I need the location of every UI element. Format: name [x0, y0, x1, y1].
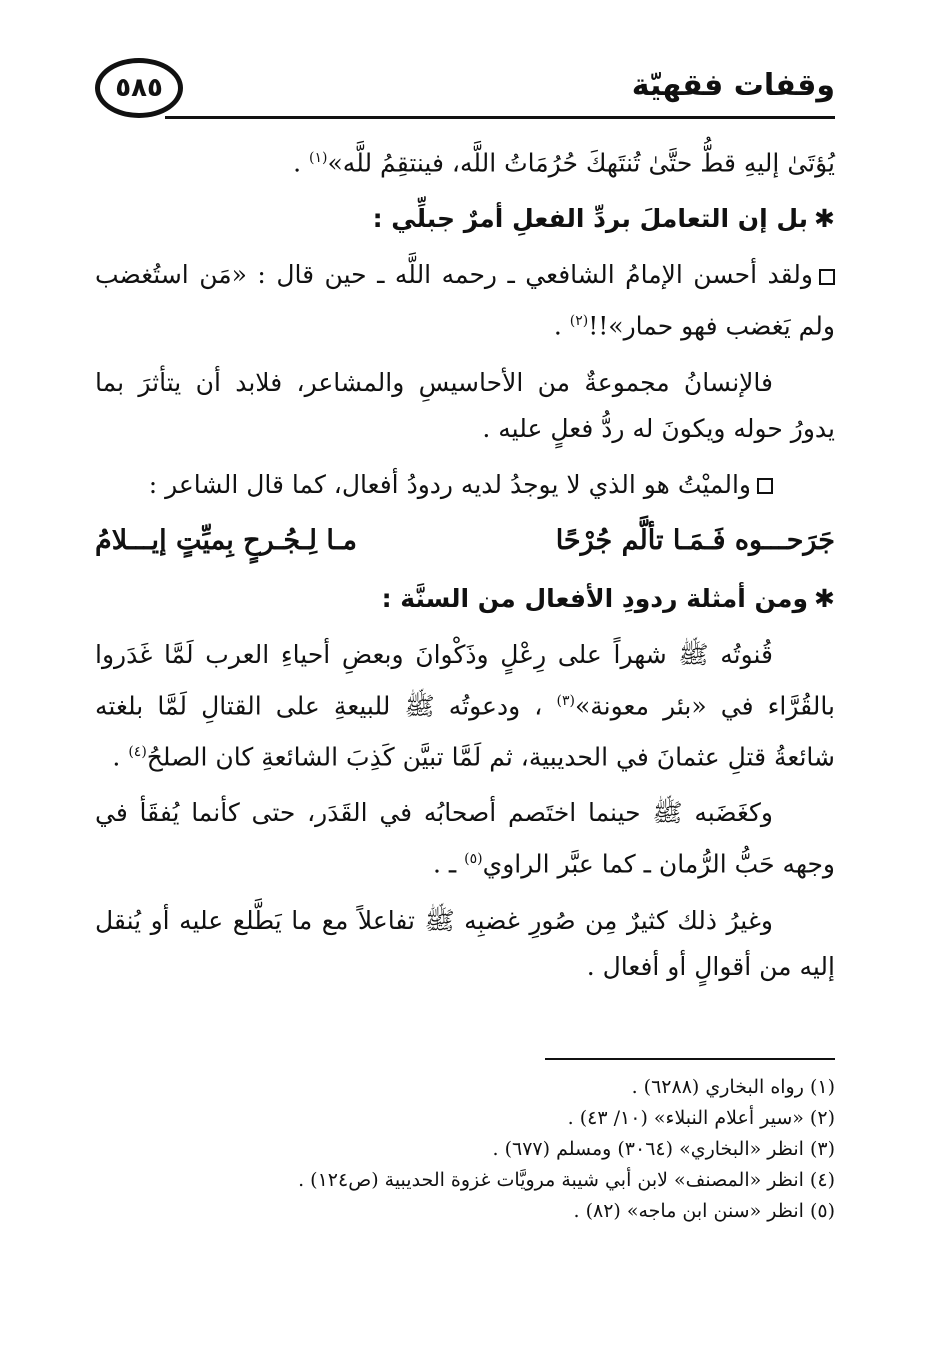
verse-first-hemistich: جَرَحـــوه فَـمَـا تألَّم جُرْحًا: [555, 524, 835, 556]
section-heading: ✱بل إن التعاملَ بردِّ الفعلِ أمرٌ جبلِّي :: [372, 204, 835, 234]
asterisk-icon: ✱: [814, 583, 835, 613]
footnote-item: (١) رواه البخاري (٦٢٨٨) .: [631, 1076, 835, 1098]
footnote-list: [95, 1072, 835, 1227]
paragraph: قُنوتُه ﷺ شهراً على رِعْلٍ وذَكْوانَ وبعضِ أحياءِ العرب لَمَّا غَدَروا بالقُرَّاء في «بئر معونة»$^{(٣)}$ ، ودعوتُه ﷺ للبيعةِ على القتالِ لَمَّا بلغته شائعةُ قتلِ عثمانَ في الحديبية، ثم لَمَّا تبيَّن كَذِبَ الشائعةِ كان الصلحُ$^{(٤)}$ .: [95, 639, 835, 772]
page-number: ٥٨٥: [95, 58, 183, 118]
main-text: [95, 135, 835, 1000]
footnote-marker: (٤): [128, 743, 147, 760]
footnote-divider: [545, 1058, 835, 1060]
poetry-verse: [95, 518, 835, 564]
page-header: [95, 58, 835, 124]
footnote-marker: (٣): [556, 692, 575, 709]
footnote-marker: (٢): [569, 313, 589, 330]
paragraph: وكغَضَبه ﷺ حينما اختَصم أصحابُه في القَدَر، حتى كأنما يُفقَأ في وجهه حَبُّ الرُّمان ـ كما عبَّر الراوي$^{(٥)}$ ـ .: [95, 798, 835, 879]
asterisk-icon: ✱: [814, 204, 835, 234]
running-title: وقفات فقهيّة: [631, 68, 835, 103]
paragraph: ولقد أحسن الإمامُ الشافعي ـ رحمه اللَّه ـ حين قال : «مَن استُغضب ولم يَغضب فهو حمار»!!$^{(٢)}$ .: [95, 260, 835, 341]
square-bullet-icon: [757, 478, 773, 494]
paragraph: يُؤتَىٰ إليهِ قطُّ حتَّىٰ تُنتَهكَ حُرُمَاتُ اللَّه، فينتقِمُ للَّه»$^{(١)}$ .: [293, 148, 835, 178]
section-heading: ✱ومن أمثلة ردودِ الأفعال من السنَّة :: [381, 583, 835, 613]
verse-second-hemistich: مـا لِـجُـرحٍ بِميِّتٍ إيـــلامُ: [95, 524, 357, 556]
footnote-item: (٥) انظر «سنن ابن ماجه» (٨٢) .: [573, 1200, 835, 1222]
paragraph: وغيرُ ذلك كثيرٌ مِن صُورِ غضبِه ﷺ تفاعلاً مع ما يَطَّلع عليه أو يُنقل إليه من أقوالٍ أو أفعال .: [95, 905, 835, 981]
paragraph: فالإنسانُ مجموعةٌ من الأحاسيسِ والمشاعر، فلابد أن يتأثرَ بما يدورُ حوله ويكونَ له ردُّ فعلٍ عليه .: [95, 367, 835, 443]
footnote-item: (٢) «سير أعلام النبلاء» (١٠/ ٤٣) .: [567, 1107, 835, 1129]
footnote-marker: (٥): [464, 851, 483, 868]
footnote-marker: (١): [309, 150, 328, 166]
footnote-item: (٣) انظر «البخاري» (٣٠٦٤) ومسلم (٦٧٧) .: [492, 1138, 835, 1160]
header-divider: [165, 116, 835, 119]
footnote-item: (٤) انظر «المصنف» لابن أبي شيبة مرويَّات غزوة الحديبية (ص١٢٤) .: [298, 1169, 835, 1191]
paragraph: والميْتُ هو الذي لا يوجدُ لديه ردودُ أفعال، كما قال الشاعر :: [95, 462, 835, 508]
square-bullet-icon: [819, 269, 835, 285]
